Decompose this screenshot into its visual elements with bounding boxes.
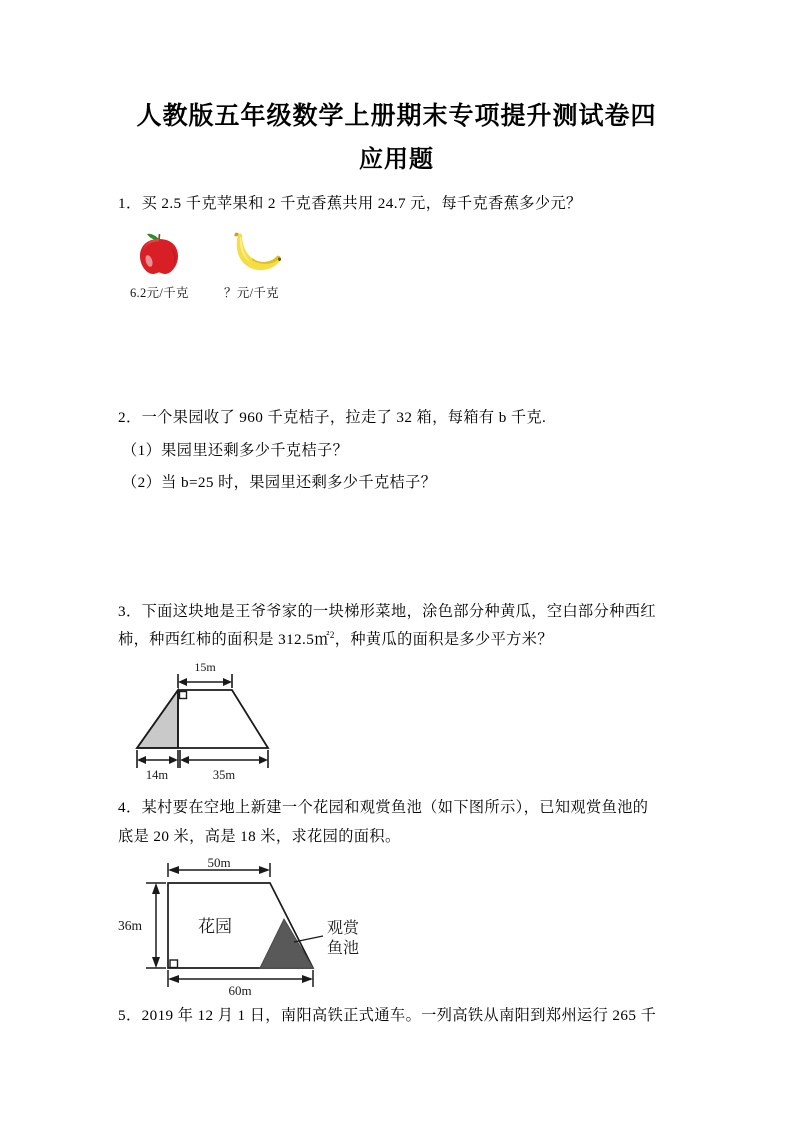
page-title-block [0,96,793,178]
question-4-text-line-2: 底是 20 米，高是 18 米，求花园的面积。 [118,828,401,845]
dimension-35m [180,750,268,768]
question-2-text: 2．一个果园收了 960 千克桔子，拉走了 32 箱，每箱有 b 千克. [118,409,547,426]
pond-label-line-1: 观赏 [327,920,360,937]
apple-price-label: 6.2元/千克 [130,286,189,300]
question-3-line-2-pre: 柿，种西红柿的面积是 312.5㎡ [118,631,330,648]
question-3-figure [118,652,318,785]
banana-price-label: ？元/千克 [224,286,279,300]
banana-icon [228,230,286,276]
question-3-text-line-2 [118,630,678,650]
label-15m: 15m [194,660,216,674]
question-4-figure [118,856,418,1001]
apple-icon [136,229,182,277]
label-50m: 50m [207,856,231,870]
dimension-36m [146,883,166,968]
label-14m: 14m [145,768,169,780]
question-5-text: 5．2019 年 12 月 1 日，南阳高铁正式通车。一列高铁从南阳到郑州运行 265 千 [118,1007,657,1024]
right-angle-marker [180,692,187,699]
question-3-superscript: 2 [329,629,335,640]
question-2-part-1: （1）果园里还剩多少千克桔子？ [122,442,349,459]
label-35m: 35m [212,768,236,780]
question-4-text-line-1: 4．某村要在空地上新建一个花园和观赏鱼池（如下图所示），已知观赏鱼池的 [118,799,649,816]
label-60m: 60m [228,983,252,996]
question-3-text-line-1: 3．下面这块地是王爷爷家的一块梯形菜地，涂色部分种黄瓜，空白部分种西红 [118,603,656,620]
page-title: 人教版五年级数学上册期末专项提升测试卷四 [136,101,657,130]
garden-label: 花园 [198,917,232,936]
label-36m: 36m [118,918,142,933]
question-3-line-2-post: ，种黄瓜的面积是多少平方米？ [334,631,553,648]
question-1-text: 1．买 2.5 千克苹果和 2 千克香蕉共用 24.7 元，每千克香蕉多少元？ [118,195,582,212]
pond-label-line-2: 鱼池 [327,940,360,957]
question-2-part-2: （2）当 b=25 时，果园里还剩多少千克桔子？ [122,474,437,491]
page-subtitle: 应用题 [359,144,434,173]
